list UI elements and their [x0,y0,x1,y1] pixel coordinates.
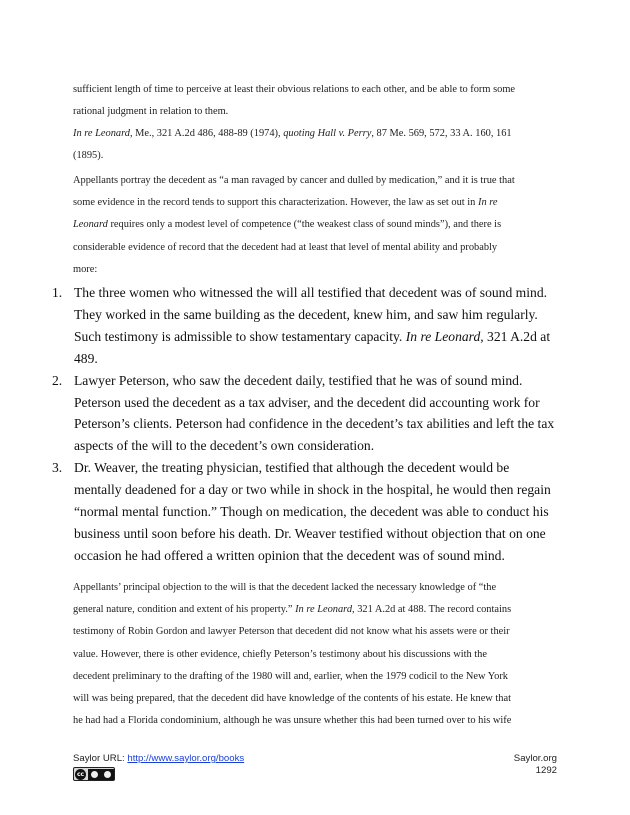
site-name: Saylor.org [513,753,557,764]
text-line: more: [73,263,98,275]
list-item: 2. Lawyer Peterson, who saw the decedent daily, testified that he was of sound mind. Peterson used the decedent as a tax adviser, and the decedent did accounting work for Peterson’s clients. Peterson had confidence in the decedent’s tax abilities and left the tax aspects of the will to the decedent’s own consideration. [52,370,560,458]
objection-paragraph [73,577,557,732]
text-line: decedent preliminary to the drafting of the 1980 will and, earlier, when the 1979 codicil to the New York [73,670,509,682]
saylor-books-link[interactable]: http://www.saylor.org/books [127,753,245,764]
case-name: quoting Hall v. Perry [283,128,372,139]
creative-commons-by-icon: cc [73,767,115,781]
page-number: 1292 [535,765,557,776]
list-number: 1. [52,285,63,300]
text-line: In re Leonard, Me., 321 A.2d 486, 488-89 (1974), quoting Hall v. Perry, 87 Me. 569, 572, 33 A. 160, 161 [73,128,512,139]
citation [73,123,557,167]
text-line: considerable evidence of record that the decedent had at least that level of mental ability and probably [73,241,498,253]
list-item: 3. Dr. Weaver, the treating physician, testified that although the decedent would be mentally deadened for a day or two while in shock in the hospital, he would then regain “normal mental function.” Though on medication, the decedent was able to conduct his business until soon before his death. Dr. Weaver testified without objection that on one occasion he had offered a written opinion that the decedent was of sound mind. [52,457,560,567]
case-name: In re Leonard [73,128,130,139]
appellants-paragraph [73,170,557,281]
footer-page-info [514,753,557,777]
evidence-list [52,282,560,567]
intro-paragraph [73,79,557,123]
footer-url: Saylor URL: http://www.saylor.org/books [73,753,245,764]
list-number: 3. [52,460,63,476]
text-line: rational judgment in relation to them. [73,106,229,118]
text-line: will was being prepared, that the decedent did have knowledge of the contents of his estate. He knew that [73,693,511,705]
text-line: (1895). [73,150,104,162]
text-line: sufficient length of time to perceive at least their obvious relations to each other, and be able to form some [73,84,516,95]
text-line: Leonard requires only a modest level of competence (“the weakest class of sound minds”), and there is [73,219,502,231]
list-item: 1. The three women who witnessed the will all testified that decedent was of sound mind. They worked in the same building as the decedent, knew him, and saw him regularly. Such testimony is admissible to show testamentary capacity. In re Leonard, 321 A.2d at 489. [52,282,560,370]
text-line: general nature, condition and extent of his property.” In re Leonard, 321 A.2d at 488. The record contains [73,604,512,616]
list-number: 2. [52,372,63,388]
text-line: Appellants’ principal objection to the will is that the decedent lacked the necessary knowledge of “the [73,582,497,593]
text-line: he had had a Florida condominium, although he was unsure whether this had been turned over to his wife [73,715,512,727]
text-line: testimony of Robin Gordon and lawyer Peterson that decedent did not know what his assets were or their [73,626,510,638]
text-line: value. However, there is other evidence, chiefly Peterson’s testimony about his discussions with the [73,648,487,660]
text-line: some evidence in the record tends to support this characterization. However, the law as set out in In re [73,197,498,209]
text-line: Appellants portray the decedent as “a man ravaged by cancer and dulled by medication,” and it is true that [73,175,515,186]
